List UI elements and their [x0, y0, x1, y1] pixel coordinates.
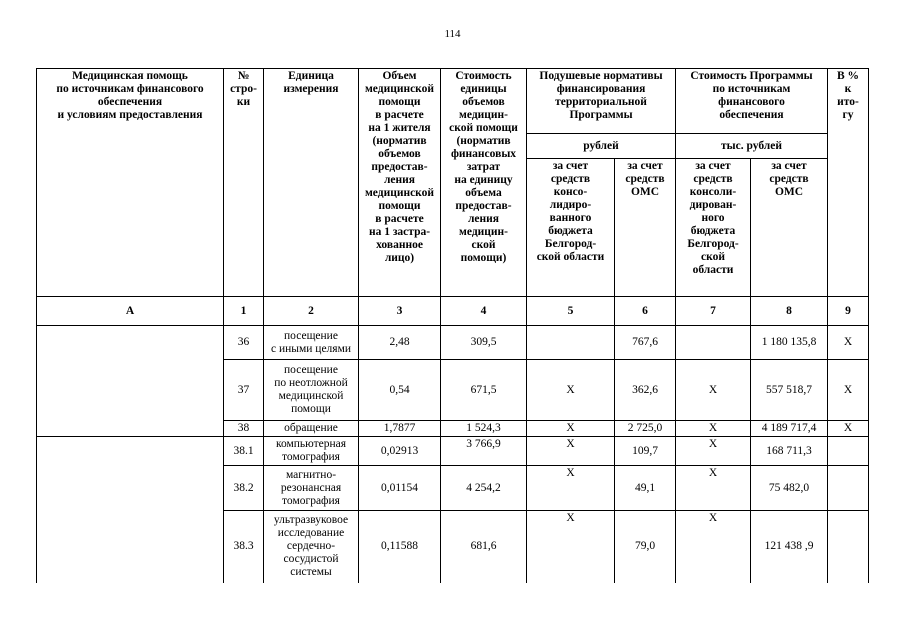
pc-budget-cell: [527, 326, 615, 360]
percent-cell: [828, 437, 869, 466]
cost-budget-cell: X: [676, 466, 751, 511]
unit-cost-cell: 3 766,9: [441, 437, 527, 466]
pc-budget-cell: X: [527, 437, 615, 466]
index-cell: 6: [615, 297, 676, 326]
header-per-capita-group: Подушевые нормативы финансирования территориальной Программы: [527, 69, 676, 134]
pc-budget-cell: X: [527, 360, 615, 421]
row-number: 38: [224, 421, 264, 437]
volume-cell: 1,7877: [359, 421, 441, 437]
percent-cell: [828, 511, 869, 583]
cost-oms-cell: 121 438 ,9: [751, 511, 828, 583]
header-cost-oms: за счет средств ОМС: [751, 159, 828, 297]
percent-cell: X: [828, 326, 869, 360]
unit-cost-cell: 309,5: [441, 326, 527, 360]
index-cell: 1: [224, 297, 264, 326]
pc-oms-cell: 362,6: [615, 360, 676, 421]
index-cell: 9: [828, 297, 869, 326]
unit-cell: посещение по неотложной медицинской помощи: [264, 360, 359, 421]
cost-budget-cell: X: [676, 421, 751, 437]
pc-oms-cell: 49,1: [615, 466, 676, 511]
index-cell: 7: [676, 297, 751, 326]
header-cost-budget: за счет средств консоли- дирован- ного бюджета Белгород- ской области: [676, 159, 751, 297]
unit-cost-cell: 4 254,2: [441, 466, 527, 511]
volume-cell: 0,54: [359, 360, 441, 421]
percent-cell: X: [828, 421, 869, 437]
unit-cost-cell: 1 524,3: [441, 421, 527, 437]
row-number: 38.1: [224, 437, 264, 466]
volume-cell: 0,01154: [359, 466, 441, 511]
index-cell: 3: [359, 297, 441, 326]
pc-budget-cell: X: [527, 511, 615, 583]
index-cell: 4: [441, 297, 527, 326]
pc-budget-cell: X: [527, 466, 615, 511]
table-row: [37, 437, 869, 466]
cost-oms-cell: 75 482,0: [751, 466, 828, 511]
program-cost-table: [36, 68, 869, 583]
index-cell: 2: [264, 297, 359, 326]
cost-budget-cell: [676, 326, 751, 360]
cost-oms-cell: 557 518,7: [751, 360, 828, 421]
care-type-cell: [37, 437, 224, 583]
header-unit-rub: рублей: [527, 134, 676, 159]
index-cell: 5: [527, 297, 615, 326]
percent-cell: X: [828, 360, 869, 421]
volume-cell: 0,02913: [359, 437, 441, 466]
unit-cost-cell: 671,5: [441, 360, 527, 421]
row-number: 38.3: [224, 511, 264, 583]
pc-oms-cell: 767,6: [615, 326, 676, 360]
unit-cell: обращение: [264, 421, 359, 437]
unit-cost-cell: 681,6: [441, 511, 527, 583]
pc-budget-cell: X: [527, 421, 615, 437]
pc-oms-cell: 109,7: [615, 437, 676, 466]
header-unit: Единица измерения: [264, 69, 359, 297]
unit-cell: магнитно- резонансная томография: [264, 466, 359, 511]
volume-cell: 2,48: [359, 326, 441, 360]
unit-cell: посещение с иными целями: [264, 326, 359, 360]
cost-budget-cell: X: [676, 511, 751, 583]
row-number: 37: [224, 360, 264, 421]
header-unit-cost: Стоимость единицы объемов медицин- ской помощи (норматив финансовых затрат на единицу объема предостав- ления медицин- ской помощи): [441, 69, 527, 297]
header-pc-budget: за счет средств консо- лидиро- ванного бюджета Белгород- ской области: [527, 159, 615, 297]
cost-oms-cell: 168 711,3: [751, 437, 828, 466]
header-program-cost-group: Стоимость Программы по источникам финансового обеспечения: [676, 69, 828, 134]
row-number: 38.2: [224, 466, 264, 511]
unit-cell: ультразвуковое исследование сердечно- сосудистой системы: [264, 511, 359, 583]
header-row-number: № стро- ки: [224, 69, 264, 297]
cost-oms-cell: 1 180 135,8: [751, 326, 828, 360]
header-percent: В % к ито- гу: [828, 69, 869, 297]
column-index-row: [37, 297, 869, 326]
page-number: 114: [444, 28, 461, 40]
percent-cell: [828, 466, 869, 511]
header-volume: Объем медицинской помощи в расчете на 1 жителя (норматив объемов предостав- ления медицинской помощи в расчете на 1 застра- хованное лицо): [359, 69, 441, 297]
index-cell: 8: [751, 297, 828, 326]
table-row: [37, 326, 869, 360]
header-unit-thous-rub: тыс. рублей: [676, 134, 828, 159]
row-number: 36: [224, 326, 264, 360]
pc-oms-cell: 79,0: [615, 511, 676, 583]
cost-budget-cell: X: [676, 437, 751, 466]
header-care-type: Медицинская помощь по источникам финансового обеспечения и условиям предоставления: [37, 69, 224, 297]
care-type-cell: [37, 326, 224, 437]
header-pc-oms: за счет средств ОМС: [615, 159, 676, 297]
volume-cell: 0,11588: [359, 511, 441, 583]
cost-budget-cell: X: [676, 360, 751, 421]
cost-oms-cell: 4 189 717,4: [751, 421, 828, 437]
unit-cell: компьютерная томография: [264, 437, 359, 466]
pc-oms-cell: 2 725,0: [615, 421, 676, 437]
index-cell: А: [37, 297, 224, 326]
